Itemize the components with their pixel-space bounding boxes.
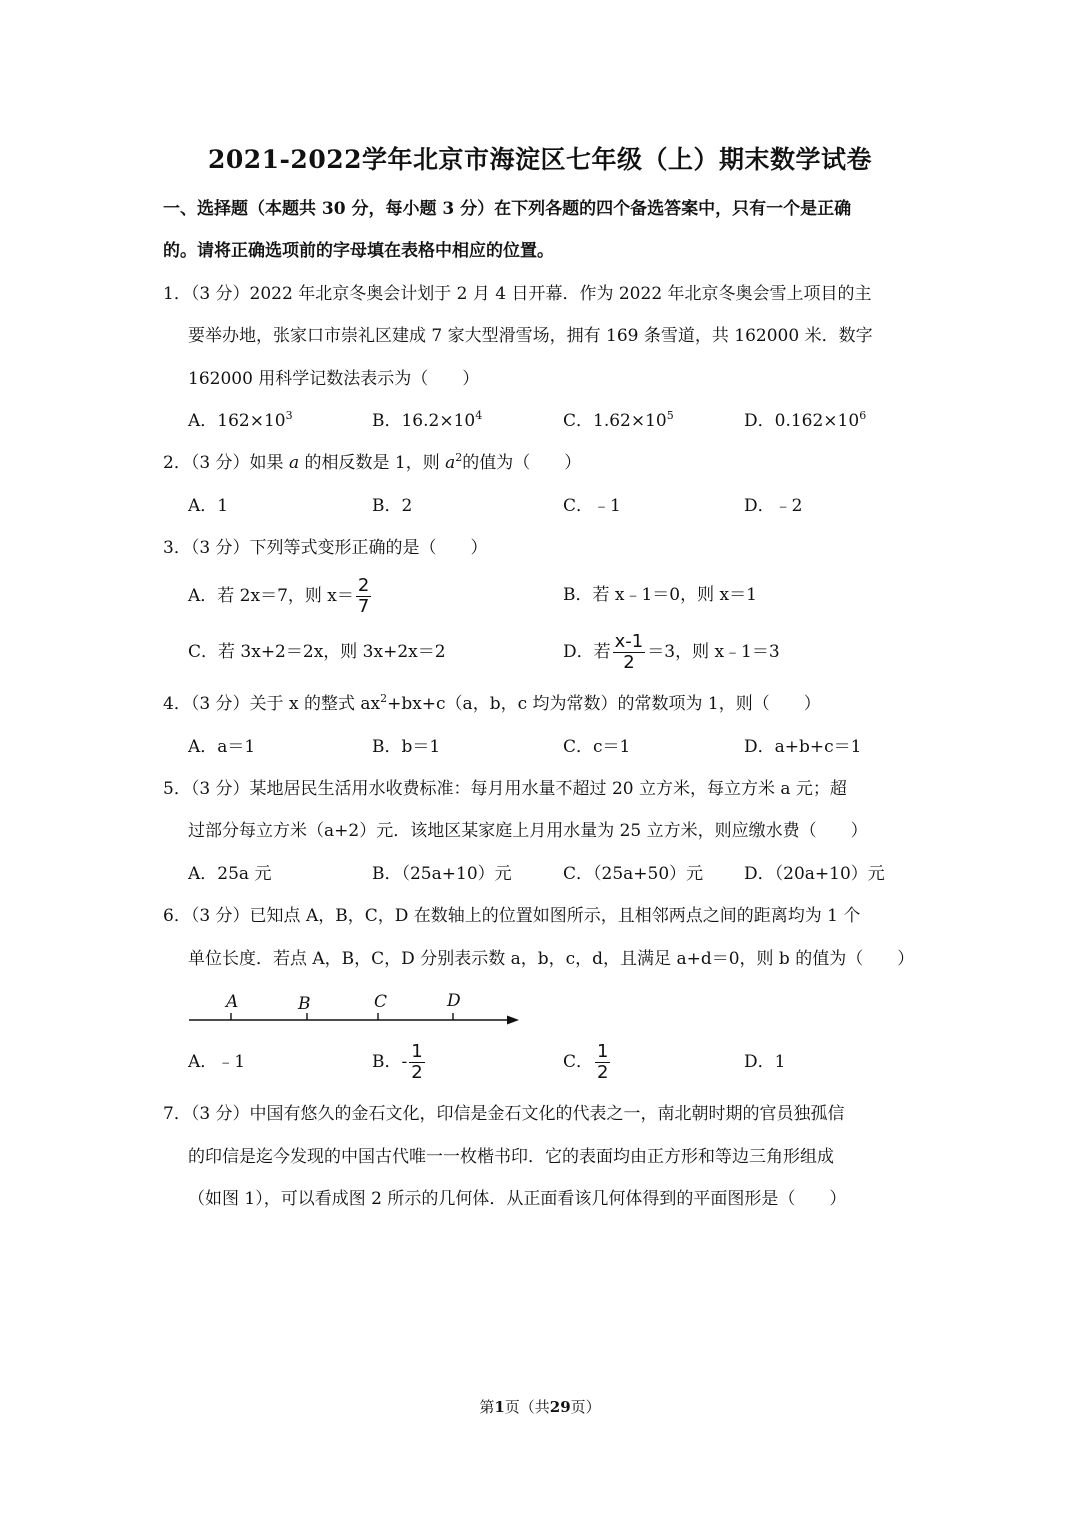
question-7-text-1: （3 分）中国有悠久的金石文化，印信是金石文化的代表之一，南北朝时期的官员独孤信 [190, 1104, 845, 1124]
fraction-numerator: 1 [597, 1041, 609, 1062]
question-4-exponent: 2 [380, 692, 388, 705]
question-4-option-a: A．a＝1 [188, 737, 256, 757]
footer-middle: 页（共 [504, 1398, 550, 1416]
section-header-line-1: 一、选择题（本题共 30 分，每小题 3 分）在下列各题的四个备选答案中，只有一个是正确 [163, 199, 852, 219]
option-b-exponent: 4 [475, 409, 483, 422]
question-3-stem: （3 分）下列等式变形正确的是（ ） [190, 538, 488, 558]
page-title: 2021-2022学年北京市海淀区七年级（上）期末数学试卷 [207, 145, 873, 174]
question-2-option-c: C．﹣1 [563, 496, 621, 516]
number-line-arrow [507, 1016, 519, 1025]
question-5-number: 5． [163, 779, 191, 799]
fraction-numerator: 2 [357, 575, 370, 596]
question-6-line-1 [163, 904, 860, 928]
question-4-number: 4． [163, 694, 191, 714]
footer-page-number: 1 [494, 1398, 505, 1416]
question-2-line-1 [163, 451, 581, 475]
question-1-line-3: 162000 用科学记数法表示为（ ） [188, 369, 480, 389]
option-d-text-post: ＝3，则 x﹣1＝3 [647, 642, 780, 662]
option-d-text: D．若 [563, 642, 611, 662]
fraction-numerator: 1 [411, 1041, 423, 1062]
question-5-option-d: D．（20a+10）元 [744, 864, 885, 884]
option-a-text: A．若 2x＝7，则 x＝ [188, 586, 354, 606]
option-c-text: C．1.62×10 [563, 411, 667, 431]
question-7-line-2: 的印信是迄今发现的中国古代唯一一枚楷书印．它的表面均由正方形和等边三角形组成 [188, 1147, 834, 1167]
question-1-line-2: 要举办地，张家口市崇礼区建成 7 家大型滑雪场，拥有 169 条雪道，共 162000 米．数字 [188, 326, 873, 346]
option-d-exponent: 6 [859, 409, 867, 422]
question-2-number: 2． [163, 453, 191, 473]
question-6-option-a: A．﹣1 [188, 1052, 246, 1072]
question-5-line-1 [163, 777, 847, 801]
question-3-option-c: C．若 3x+2＝2x，则 3x+2x＝2 [188, 642, 446, 662]
question-2-option-b: B．2 [372, 496, 413, 516]
question-4-option-d: D．a+b+c＝1 [744, 737, 862, 757]
question-1-option-d [744, 409, 866, 433]
question-5-option-a: A．25a 元 [188, 864, 272, 884]
question-5-option-b: B．（25a+10）元 [372, 864, 512, 884]
question-3-number: 3． [163, 538, 191, 558]
question-4-text-2: +bx+c（a，b，c 均为常数）的常数项为 1，则（ ） [387, 694, 821, 714]
variable-a: a [288, 453, 300, 473]
question-2-text-3: 的值为（ ） [462, 453, 582, 473]
fraction-x-minus-1-over-2 [613, 632, 646, 673]
page-footer [0, 1396, 1080, 1417]
question-6-option-b [372, 1040, 427, 1084]
question-5-option-c: C．（25a+50）元 [563, 864, 704, 884]
question-6-text-1: （3 分）已知点 A，B，C，D 在数轴上的位置如图所示，且相邻两点之间的距离均为 1 个 [190, 906, 861, 926]
point-label-d: D [447, 991, 461, 1011]
question-1-line-1 [163, 282, 872, 306]
question-2-exponent: 2 [455, 451, 463, 464]
question-4-option-c: C．c＝1 [563, 737, 631, 757]
question-7-line-3: （如图 1），可以看成图 2 所示的几何体．从正面看该几何体得到的平面图形是（ ） [188, 1189, 847, 1209]
question-3-option-a [188, 574, 373, 618]
question-4-text-1: （3 分）关于 x 的整式 ax [190, 694, 381, 714]
question-5-line-2: 过部分每立方米（a+2）元．该地区某家庭上月用水量为 25 立方米，则应缴水费（ ） [188, 821, 868, 841]
fraction-one-half [595, 1042, 610, 1083]
option-b-text: B．16.2×10 [372, 411, 476, 431]
footer-prefix: 第 [479, 1398, 495, 1416]
question-4-line-1 [163, 692, 821, 716]
question-2-option-d: D．﹣2 [744, 496, 803, 516]
option-b-text: B．- [372, 1052, 408, 1072]
question-1-option-b [372, 409, 482, 433]
question-6-line-2: 单位长度．若点 A，B，C，D 分别表示数 a，b，c，d，且满足 a+d＝0，则 b 的值为（ ） [188, 949, 915, 969]
fraction-denominator: 7 [357, 596, 370, 617]
question-7-number: 7． [163, 1104, 191, 1124]
point-label-b: B [298, 994, 311, 1014]
question-6-option-c [563, 1040, 612, 1084]
option-c-text: C． [563, 1052, 594, 1072]
question-1-option-c [563, 409, 674, 433]
question-3-option-d [563, 630, 780, 674]
question-1-text-1: （3 分）2022 年北京冬奥会计划于 2 月 4 日开幕．作为 2022 年北京冬奥会雪上项目的主 [190, 284, 872, 304]
number-line-figure [185, 986, 525, 1036]
question-1-option-a [188, 409, 293, 433]
question-1-number: 1． [163, 284, 191, 304]
fraction-numerator: x-1 [614, 631, 644, 652]
fraction-one-half [409, 1042, 424, 1083]
question-2-text-2: 的相反数是 1，则 [299, 453, 446, 473]
question-4-option-b: B．b＝1 [372, 737, 441, 757]
question-6-number: 6． [163, 906, 191, 926]
fraction-denominator: 2 [411, 1062, 423, 1083]
option-c-exponent: 5 [666, 409, 674, 422]
question-7-line-1 [163, 1102, 845, 1126]
point-label-c: C [374, 992, 388, 1012]
option-a-exponent: 3 [285, 409, 293, 422]
fraction-denominator: 2 [623, 652, 635, 673]
fraction-two-sevenths [356, 576, 371, 617]
section-header-line-2: 的。请将正确选项前的字母填在表格中相应的位置。 [163, 241, 554, 261]
question-3-line-1 [163, 536, 488, 560]
footer-total-pages: 29 [549, 1398, 571, 1416]
question-2-option-a: A．1 [188, 496, 229, 516]
option-a-text: A．162×10 [188, 411, 286, 431]
question-3-option-b: B．若 x﹣1＝0，则 x＝1 [563, 585, 757, 605]
variable-a-squared: a [445, 453, 456, 473]
fraction-denominator: 2 [597, 1062, 609, 1083]
point-label-a: A [226, 992, 239, 1012]
question-2-text-1: （3 分）如果 [190, 453, 289, 473]
option-d-text: D．0.162×10 [744, 411, 860, 431]
question-5-text-1: （3 分）某地居民生活用水收费标准：每月用水量不超过 20 立方米，每立方米 a 元；超 [190, 779, 847, 799]
footer-suffix: 页） [570, 1398, 601, 1416]
question-6-option-d: D．1 [744, 1052, 786, 1072]
